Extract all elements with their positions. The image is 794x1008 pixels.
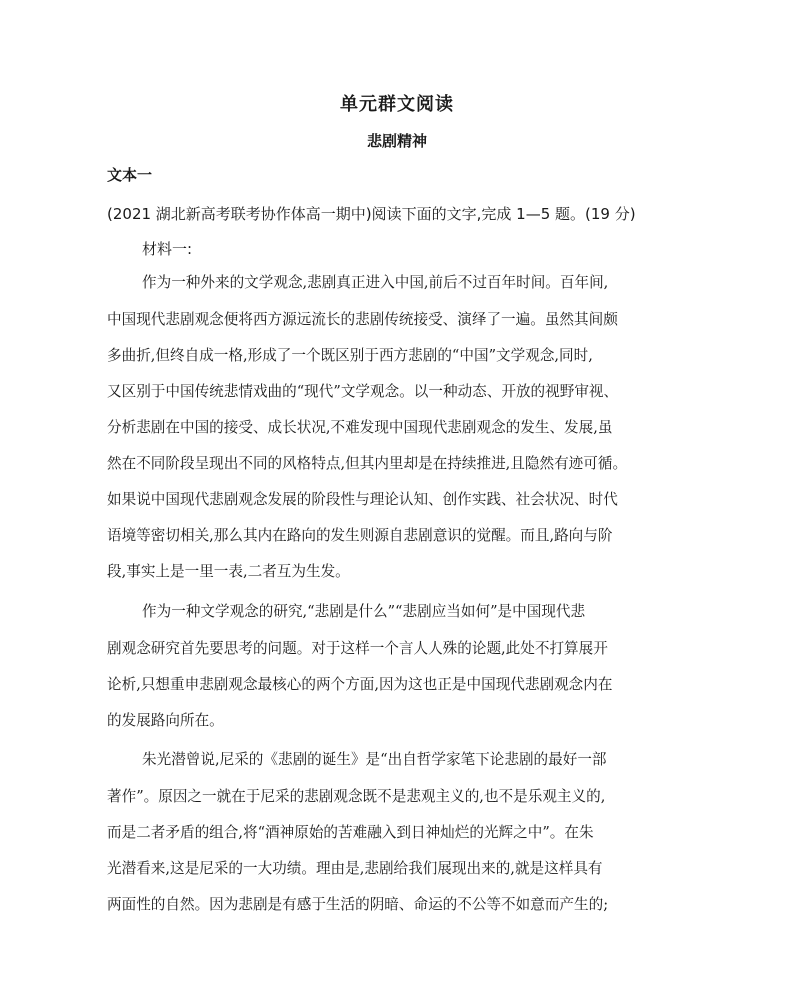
paragraph-line: 剧观念研究首先要思考的问题。对于这样一个言人人殊的论题,此处不打算展开 xyxy=(107,640,608,657)
paragraph-line: 如果说中国现代悲剧观念发展的阶段性与理论认知、创作实践、社会状况、时代 xyxy=(107,491,618,508)
question-instruction: (2021 湖北新高考联考协作体高一期中)阅读下面的文字,完成 1—5 题。(19 分) xyxy=(107,205,636,223)
material-label: 材料一: xyxy=(142,240,193,258)
document-subtitle: 悲剧精神 xyxy=(366,132,427,150)
paragraph-line: 光潜看来,这是尼采的一大功绩。理由是,悲剧给我们展现出来的,就是这样具有 xyxy=(107,860,603,877)
paragraph-line: 分析悲剧在中国的接受、成长状况,不难发现中国现代悲剧观念的发生、发展,虽 xyxy=(107,419,613,436)
section-heading: 文本一 xyxy=(107,166,153,184)
paragraph-line: 又区别于中国传统悲情戏曲的“现代”文学观念。以一种动态、开放的视野审视、 xyxy=(107,383,619,400)
paragraph-line: 作为一种文学观念的研究,“悲剧是什么”“悲剧应当如何”是中国现代悲 xyxy=(142,603,586,620)
paragraph-line: 论析,只想重申悲剧观念最核心的两个方面,因为这也正是中国现代悲剧观念内在 xyxy=(107,676,613,693)
paragraph-line: 作为一种外来的文学观念,悲剧真正进入中国,前后不过百年时间。百年间, xyxy=(142,274,609,291)
paragraph-line: 两面性的自然。因为悲剧是有感于生活的阴暗、命运的不公等不如意而产生的; xyxy=(107,896,609,913)
paragraph-line: 中国现代悲剧观念便将西方源远流长的悲剧传统接受、演绎了一遍。虽然其间颇 xyxy=(107,311,618,328)
paragraph-line: 段,事实上是一里一表,二者互为生发。 xyxy=(107,563,350,580)
paragraph-line: 语境等密切相关,那么其内在路向的发生则源自悲剧意识的觉醒。而且,路向与阶 xyxy=(107,527,613,544)
document-title: 单元群文阅读 xyxy=(340,94,454,115)
paragraph-line: 而是二者矛盾的组合,将“酒神原始的苦难融入到日神灿烂的光辉之中”。在朱 xyxy=(107,824,594,841)
paragraph-line: 然在不同阶段呈现出不同的风格特点,但其内里却是在持续推进,且隐然有迹可循。 xyxy=(107,455,628,472)
paragraph-line: 著作”。原因之一就在于尼采的悲剧观念既不是悲观主义的,也不是乐观主义的, xyxy=(107,788,606,805)
paragraph-line: 朱光潜曾说,尼采的《悲剧的诞生》是“出自哲学家笔下论悲剧的最好一部 xyxy=(142,751,607,768)
paragraph-line: 多曲折,但终自成一格,形成了一个既区别于西方悲剧的“中国”文学观念,同时, xyxy=(107,347,593,364)
paragraph-line: 的发展路向所在。 xyxy=(107,712,224,729)
